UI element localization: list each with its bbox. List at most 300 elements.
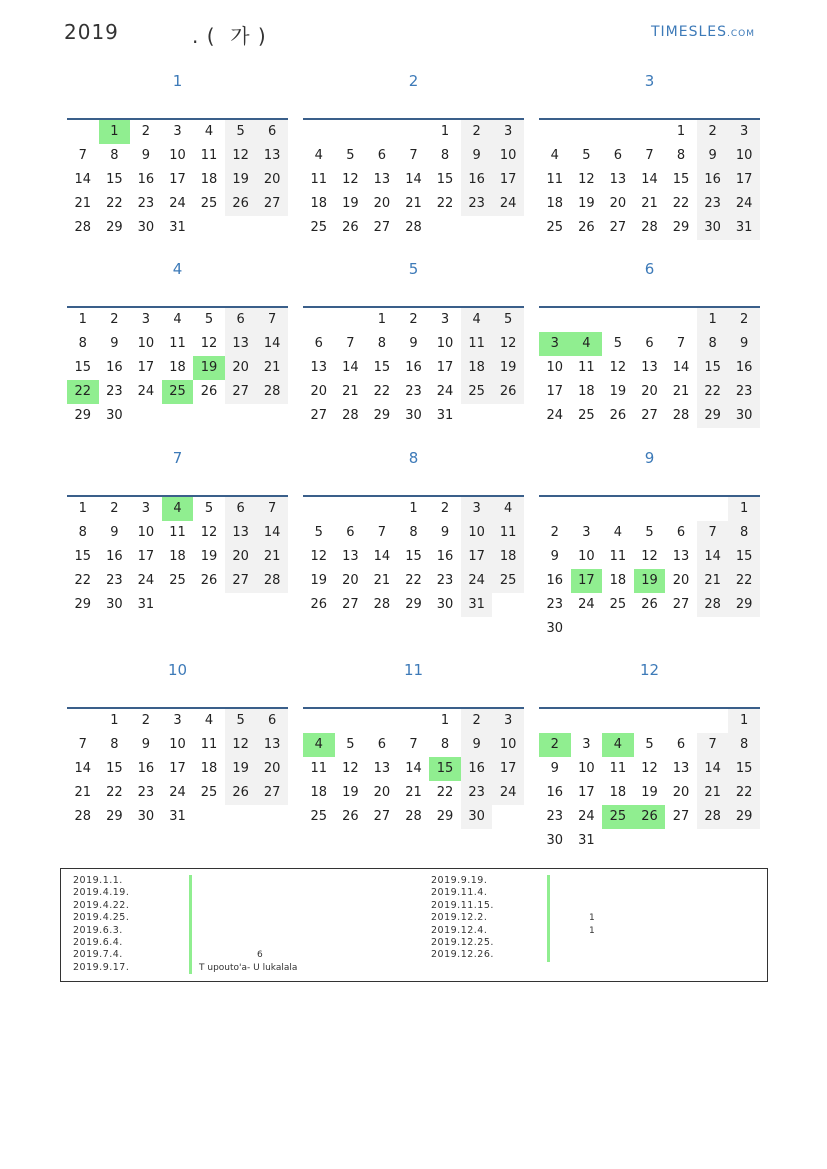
- day-cell: 11: [578, 360, 595, 375]
- day-cell: 16: [106, 360, 123, 375]
- day-cell: 9: [550, 761, 559, 776]
- day-cell: 7: [676, 336, 686, 351]
- weekend-day-cell: 20: [256, 168, 288, 192]
- week-row: [303, 521, 524, 545]
- day-cell: 15: [373, 360, 391, 375]
- month-title: 5: [408, 260, 419, 278]
- weekend-day-cell: 20: [225, 545, 257, 569]
- day-cell: 20: [342, 573, 359, 588]
- week-row: [67, 497, 288, 521]
- week-row: [67, 356, 288, 380]
- day-cell: 8: [377, 336, 387, 351]
- day-cell: 9: [110, 336, 119, 351]
- holiday-day-cell: 17: [571, 569, 603, 593]
- holiday-legend: [60, 868, 768, 982]
- week-row: [539, 569, 760, 593]
- weekend-day-cell: 1: [728, 497, 760, 521]
- week-row: [539, 144, 760, 168]
- weekend-day-cell: 15: [697, 356, 729, 380]
- weekend-day-cell: 8: [697, 332, 729, 356]
- day-cell: 23: [436, 573, 454, 588]
- week-row: [539, 380, 760, 404]
- day-cell: 11: [200, 148, 218, 163]
- week-row: [303, 168, 524, 192]
- weekend-day-cell: 16: [461, 168, 493, 192]
- day-cell-empty: [398, 709, 430, 733]
- week-row: [539, 168, 760, 192]
- day-cell-empty: [335, 497, 367, 521]
- holiday-day-cell: 15: [429, 757, 461, 781]
- day-cell: 22: [373, 384, 391, 399]
- month-title: 7: [172, 449, 183, 467]
- weekend-day-cell: 24: [728, 192, 760, 216]
- day-cell: 18: [310, 196, 328, 211]
- day-cell: 11: [546, 172, 564, 187]
- weekend-day-cell: 20: [256, 757, 288, 781]
- day-cell: 19: [200, 549, 218, 564]
- day-cell: 2: [141, 124, 151, 139]
- legend-holiday-name: 1: [589, 925, 595, 936]
- legend-row: [431, 937, 771, 949]
- day-cell: 2: [550, 525, 559, 540]
- day-cell: 24: [137, 384, 155, 399]
- day-cell: 18: [609, 573, 627, 588]
- day-cell: 24: [578, 809, 595, 824]
- day-cell: 2: [141, 713, 151, 728]
- day-cell: 28: [405, 809, 422, 824]
- day-cell: 1: [78, 501, 87, 516]
- month-2: [303, 72, 524, 235]
- weekend-day-cell: 22: [728, 569, 760, 593]
- day-cell: 26: [342, 220, 359, 235]
- month-5: [303, 260, 524, 423]
- day-cell: 27: [310, 408, 328, 423]
- weekend-day-cell: 14: [256, 521, 288, 545]
- day-cell: 22: [672, 196, 690, 211]
- day-cell: 18: [169, 360, 186, 375]
- day-cell: 30: [546, 833, 564, 848]
- day-cell: 30: [106, 597, 123, 612]
- weekend-day-cell: 22: [697, 380, 729, 404]
- month-days: [67, 709, 288, 829]
- day-cell: 3: [173, 124, 182, 139]
- day-cell: 26: [342, 809, 359, 824]
- weekend-day-cell: 26: [492, 380, 524, 404]
- day-cell: 25: [546, 220, 564, 235]
- day-cell-empty: [225, 593, 257, 617]
- day-cell: 4: [173, 312, 182, 327]
- day-cell-empty: [602, 497, 634, 521]
- brand-logo[interactable]: [651, 24, 755, 40]
- weekend-day-cell: 30: [728, 404, 760, 428]
- day-cell: 1: [440, 713, 450, 728]
- legend-left-column: [73, 875, 413, 974]
- day-cell-empty: [366, 120, 398, 144]
- weekend-day-cell: 1: [728, 709, 760, 733]
- day-cell: 6: [314, 336, 323, 351]
- day-cell: 10: [137, 525, 155, 540]
- day-cell-empty: [303, 709, 335, 733]
- day-cell-empty: [492, 805, 524, 829]
- week-row: [539, 805, 760, 829]
- day-cell: 24: [169, 785, 186, 800]
- brand-tld: .COM: [727, 29, 756, 39]
- weekend-day-cell: 2: [461, 120, 493, 144]
- day-cell: 18: [169, 549, 186, 564]
- day-cell: 17: [137, 360, 155, 375]
- day-cell: 5: [346, 737, 355, 752]
- week-row: [539, 332, 760, 356]
- weekend-day-cell: 3: [492, 120, 524, 144]
- day-cell-empty: [728, 617, 760, 641]
- day-cell: 16: [405, 360, 422, 375]
- day-cell-empty: [256, 216, 288, 240]
- legend-row: [73, 875, 413, 887]
- day-cell-empty: [539, 308, 571, 332]
- weekend-day-cell: 5: [225, 120, 257, 144]
- day-cell-empty: [225, 404, 257, 428]
- day-cell: 30: [436, 597, 454, 612]
- week-row: [303, 545, 524, 569]
- day-cell-empty: [303, 497, 335, 521]
- weekend-day-cell: 16: [728, 356, 760, 380]
- legend-holiday-marker: [189, 962, 192, 974]
- legend-date: 2019.12.26.: [431, 949, 494, 961]
- day-cell: 24: [169, 196, 186, 211]
- legend-date: 2019.7.4.: [73, 949, 123, 961]
- year-label: 2019: [64, 20, 119, 44]
- legend-row: [73, 925, 413, 937]
- day-cell: 4: [204, 713, 214, 728]
- day-cell: 31: [137, 597, 155, 612]
- holiday-day-cell: 4: [162, 497, 194, 521]
- legend-date: 2019.9.17.: [73, 961, 130, 973]
- day-cell-empty: [256, 404, 288, 428]
- legend-row: [431, 949, 771, 961]
- weekend-day-cell: 25: [492, 569, 524, 593]
- day-cell-empty: [602, 829, 634, 853]
- day-cell: 6: [346, 525, 355, 540]
- week-row: [303, 593, 524, 617]
- day-cell: 31: [436, 408, 454, 423]
- weekend-day-cell: 1: [697, 308, 729, 332]
- legend-row: [73, 937, 413, 949]
- day-cell: 5: [204, 312, 214, 327]
- day-cell: 2: [110, 312, 119, 327]
- legend-holiday-name: 1: [589, 913, 595, 924]
- week-row: [67, 733, 288, 757]
- day-cell: 12: [578, 172, 595, 187]
- day-cell-empty: [225, 216, 257, 240]
- day-cell: 15: [672, 172, 690, 187]
- week-row: [303, 308, 524, 332]
- day-cell: 3: [440, 312, 450, 327]
- day-cell: 28: [74, 220, 92, 235]
- weekend-day-cell: 23: [461, 781, 493, 805]
- day-cell: 23: [546, 597, 564, 612]
- day-cell: 16: [436, 549, 454, 564]
- day-cell-empty: [602, 120, 634, 144]
- day-cell-empty: [665, 617, 697, 641]
- day-cell-empty: [602, 709, 634, 733]
- day-cell: 29: [106, 809, 123, 824]
- day-cell: 22: [436, 785, 454, 800]
- day-cell: 15: [74, 360, 92, 375]
- week-row: [303, 805, 524, 829]
- day-cell-empty: [130, 404, 162, 428]
- weekend-day-cell: 15: [728, 757, 760, 781]
- legend-date: 2019.6.3.: [73, 924, 123, 936]
- legend-holiday-marker: [189, 912, 192, 924]
- legend-row: [431, 875, 771, 887]
- day-cell: 5: [613, 336, 623, 351]
- weekend-day-cell: 27: [256, 192, 288, 216]
- weekend-day-cell: 19: [225, 168, 257, 192]
- legend-holiday-marker: [547, 949, 550, 961]
- weekend-day-cell: 8: [728, 733, 760, 757]
- week-row: [67, 404, 288, 428]
- day-cell: 5: [314, 525, 323, 540]
- day-cell: 21: [74, 196, 92, 211]
- day-cell-empty: [366, 709, 398, 733]
- day-cell-empty: [697, 709, 729, 733]
- day-cell: 19: [641, 785, 658, 800]
- day-cell: 30: [137, 220, 155, 235]
- day-cell: 23: [405, 384, 422, 399]
- weekend-day-cell: 13: [225, 521, 257, 545]
- day-cell-empty: [162, 404, 194, 428]
- day-cell: 27: [373, 809, 391, 824]
- day-cell: 5: [582, 148, 591, 163]
- day-cell: 18: [200, 172, 218, 187]
- day-cell-empty: [67, 120, 99, 144]
- day-cell-empty: [461, 404, 493, 428]
- day-cell: 2: [110, 501, 119, 516]
- weekend-day-cell: 2: [697, 120, 729, 144]
- day-cell: 23: [546, 809, 564, 824]
- day-cell: 12: [200, 336, 218, 351]
- week-row: [303, 192, 524, 216]
- day-cell: 4: [314, 148, 323, 163]
- week-row: [303, 709, 524, 733]
- day-cell: 27: [672, 597, 690, 612]
- day-cell: 27: [609, 220, 627, 235]
- day-cell-empty: [571, 308, 603, 332]
- day-cell: 4: [550, 148, 559, 163]
- day-cell: 5: [645, 525, 654, 540]
- day-cell: 20: [641, 384, 658, 399]
- day-cell: 21: [641, 196, 658, 211]
- weekend-day-cell: 6: [256, 120, 288, 144]
- weekend-day-cell: 17: [728, 168, 760, 192]
- month-4: [67, 260, 288, 423]
- day-cell: 29: [373, 408, 391, 423]
- day-cell: 20: [672, 785, 690, 800]
- day-cell: 5: [204, 501, 214, 516]
- day-cell: 12: [200, 525, 218, 540]
- week-row: [303, 380, 524, 404]
- day-cell: 16: [137, 761, 155, 776]
- day-cell: 5: [346, 148, 355, 163]
- day-cell: 1: [377, 312, 387, 327]
- day-cell: 27: [672, 809, 690, 824]
- week-row: [539, 192, 760, 216]
- day-cell: 22: [106, 785, 123, 800]
- weekend-day-cell: 4: [492, 497, 524, 521]
- day-cell-empty: [429, 216, 461, 240]
- day-cell: 1: [78, 312, 87, 327]
- day-cell: 12: [641, 761, 658, 776]
- day-cell-empty: [461, 216, 493, 240]
- week-row: [539, 497, 760, 521]
- day-cell: 16: [546, 785, 564, 800]
- day-cell: 30: [546, 621, 564, 636]
- weekend-day-cell: 2: [461, 709, 493, 733]
- day-cell: 16: [546, 573, 564, 588]
- day-cell: 10: [169, 737, 186, 752]
- weekend-day-cell: 15: [728, 545, 760, 569]
- day-cell-empty: [697, 497, 729, 521]
- day-cell-empty: [335, 120, 367, 144]
- weekend-day-cell: 10: [492, 144, 524, 168]
- day-cell: 14: [405, 761, 422, 776]
- brand-name: TIMESLES: [651, 24, 728, 40]
- day-cell-empty: [335, 709, 367, 733]
- day-cell: 28: [74, 809, 92, 824]
- day-cell: 24: [578, 597, 595, 612]
- day-cell: 25: [310, 220, 328, 235]
- day-cell: 6: [645, 336, 654, 351]
- day-cell: 29: [74, 597, 92, 612]
- day-cell: 17: [137, 549, 155, 564]
- day-cell: 7: [78, 148, 87, 163]
- month-title: 11: [403, 661, 424, 679]
- weekend-day-cell: 30: [697, 216, 729, 240]
- day-cell: 9: [141, 148, 151, 163]
- week-row: [67, 569, 288, 593]
- week-row: [539, 521, 760, 545]
- legend-date: 2019.12.4.: [431, 924, 488, 936]
- day-cell: 10: [578, 549, 595, 564]
- weekend-day-cell: 17: [492, 757, 524, 781]
- day-cell-empty: [539, 709, 571, 733]
- day-cell: 25: [200, 785, 218, 800]
- holiday-day-cell: 22: [67, 380, 99, 404]
- day-cell: 18: [200, 761, 218, 776]
- week-row: [539, 404, 760, 428]
- day-cell: 16: [137, 172, 155, 187]
- week-row: [303, 332, 524, 356]
- day-cell: 24: [436, 384, 454, 399]
- day-cell: 24: [546, 408, 564, 423]
- day-cell: 14: [342, 360, 359, 375]
- day-cell: 6: [676, 525, 686, 540]
- weekend-day-cell: 30: [461, 805, 493, 829]
- legend-holiday-marker: [547, 900, 550, 912]
- day-cell: 25: [200, 196, 218, 211]
- day-cell: 29: [74, 408, 92, 423]
- day-cell: 4: [613, 525, 623, 540]
- week-row: [303, 404, 524, 428]
- day-cell: 3: [141, 312, 151, 327]
- day-cell: 8: [110, 148, 119, 163]
- week-row: [539, 709, 760, 733]
- day-cell-empty: [539, 120, 571, 144]
- week-row: [67, 593, 288, 617]
- day-cell: 21: [74, 785, 92, 800]
- day-cell: 10: [546, 360, 564, 375]
- month-title: 3: [644, 72, 655, 90]
- day-cell: 7: [78, 737, 87, 752]
- day-cell: 3: [582, 525, 591, 540]
- legend-holiday-marker: [189, 925, 192, 937]
- day-cell: 28: [641, 220, 658, 235]
- weekend-day-cell: 13: [225, 332, 257, 356]
- day-cell: 7: [409, 737, 418, 752]
- day-cell: 20: [373, 785, 391, 800]
- day-cell-empty: [697, 617, 729, 641]
- day-cell: 13: [609, 172, 627, 187]
- day-cell: 14: [373, 549, 391, 564]
- day-cell: 11: [609, 549, 627, 564]
- weekend-day-cell: 24: [461, 569, 493, 593]
- day-cell: 6: [377, 737, 387, 752]
- day-cell-empty: [665, 497, 697, 521]
- day-cell: 28: [373, 597, 391, 612]
- legend-holiday-marker: [547, 937, 550, 949]
- day-cell: 17: [169, 761, 186, 776]
- day-cell: 17: [546, 384, 564, 399]
- legend-row: [431, 900, 771, 912]
- day-cell: 25: [609, 597, 627, 612]
- weekend-day-cell: 19: [492, 356, 524, 380]
- weekend-day-cell: 12: [225, 733, 257, 757]
- day-cell: 18: [310, 785, 328, 800]
- day-cell-empty: [256, 593, 288, 617]
- weekend-day-cell: 9: [728, 332, 760, 356]
- weekend-day-cell: 2: [728, 308, 760, 332]
- day-cell: 22: [436, 196, 454, 211]
- week-row: [539, 216, 760, 240]
- week-row: [303, 781, 524, 805]
- week-row: [67, 709, 288, 733]
- week-row: [67, 332, 288, 356]
- weekend-day-cell: 7: [697, 521, 729, 545]
- day-cell: 9: [409, 336, 418, 351]
- day-cell: 10: [137, 336, 155, 351]
- week-row: [303, 120, 524, 144]
- day-cell: 13: [641, 360, 658, 375]
- day-cell: 14: [672, 360, 690, 375]
- holiday-day-cell: 25: [162, 380, 194, 404]
- day-cell: 2: [409, 312, 418, 327]
- day-cell: 2: [440, 501, 450, 516]
- weekend-day-cell: 13: [256, 144, 288, 168]
- day-cell: 1: [110, 713, 119, 728]
- weekend-day-cell: 5: [492, 308, 524, 332]
- day-cell: 10: [169, 148, 186, 163]
- day-cell: 21: [373, 573, 391, 588]
- day-cell-empty: [665, 709, 697, 733]
- day-cell-empty: [492, 593, 524, 617]
- day-cell: 1: [676, 124, 686, 139]
- week-row: [539, 593, 760, 617]
- day-cell: 18: [546, 196, 564, 211]
- day-cell: 9: [141, 737, 151, 752]
- day-cell-empty: [634, 829, 666, 853]
- day-cell: 13: [672, 761, 690, 776]
- day-cell-empty: [602, 308, 634, 332]
